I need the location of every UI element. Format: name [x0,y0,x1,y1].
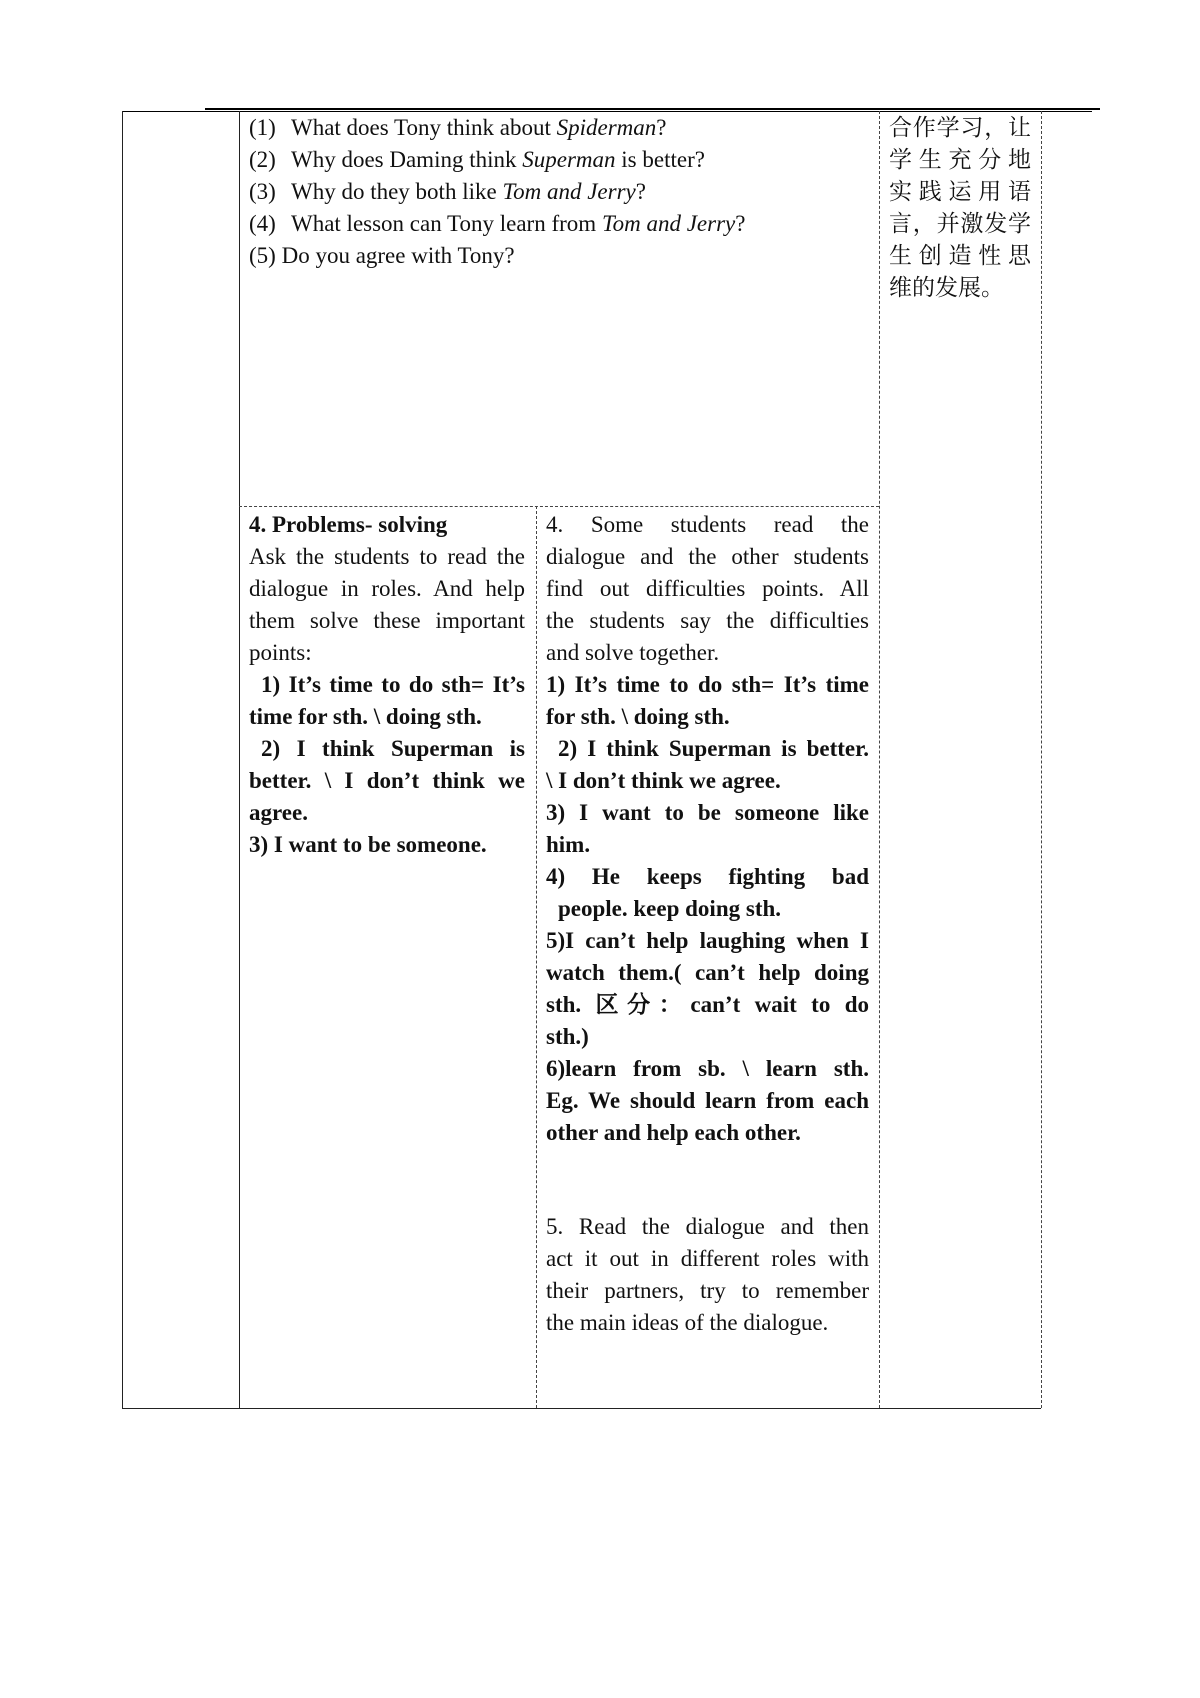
text-line: for sth. \ doing sth. [546,704,730,729]
text-line: dialogue and the other students [546,544,869,569]
teacher-activity [249,509,525,861]
text-line: Eg. We should learn from each [546,1088,869,1113]
column-divider-1 [239,111,240,1408]
teacher-intro [249,541,525,669]
text-line: 1) It’s time to do sth= It’s time [546,672,869,697]
text-line: act it out in different roles with [546,1246,869,1271]
question-title: Tom and Jerry [601,211,736,236]
text-line: 5)I can’t help laughing when I [546,928,869,953]
question-text: What lesson can Tony learn from [291,211,602,236]
text-line: him. [546,832,591,857]
student-intro [546,509,869,669]
text-line: 2) I think Superman is [261,736,525,761]
question-line [249,176,869,208]
question-line [249,112,869,144]
question-number: (3) [249,179,276,204]
text-line: 3) I want to be someone like [546,800,869,825]
question-number: (5) [249,243,282,268]
question-text: What does Tony think about [291,115,557,140]
table-right-border [1041,111,1042,1408]
text-line: the students say the difficulties [546,608,869,633]
question-text-end: ? [656,115,667,140]
question-text-end: ? [735,211,746,236]
text-line: the main ideas of the dialogue. [546,1310,829,1335]
question-line [249,208,869,240]
text-line: 1) It’s time to do sth= It’s [261,672,525,697]
question-number: (1) [249,115,276,140]
question-line [249,144,869,176]
question-title: Tom and Jerry [502,179,636,204]
question-text: Do you agree with Tony? [281,243,515,268]
text-line: Ask the students to read the [249,544,525,569]
text-line: their partners, try to remember [546,1278,869,1303]
text-line: 2) I think Superman is better. [558,736,869,761]
purpose-line: 合作学习，让 [889,115,1031,141]
table-bottom-border [122,1408,1041,1409]
question-title: Superman [522,147,616,172]
student-practice [546,1211,869,1339]
text-line: time for sth. \ doing sth. [249,704,482,729]
purpose-line: 生创造性思 [889,243,1031,269]
purpose-line: 学生充分地 [889,147,1031,173]
teacher-points [249,669,525,861]
purpose-line: 维的发展。 [889,275,1004,301]
text-line: 5. Read the dialogue and then [546,1214,869,1239]
question-text-end: is better? [615,147,705,172]
student-points [546,669,869,1149]
row-divider [239,506,879,507]
discussion-questions [249,112,869,272]
text-line: \ I don’t think we agree. [546,768,781,793]
text-line: and solve together. [546,640,720,665]
text-line: 3) I want to be someone. [249,832,487,857]
question-text: Why do they both like [291,179,503,204]
question-number: (4) [249,211,276,236]
text-line: them solve these important [249,608,525,633]
text-line: other and help each other. [546,1120,801,1145]
text-line: dialogue in roles. And help [249,576,525,601]
question-text-end: ? [635,179,646,204]
question-text: Why does Daming think [291,147,523,172]
text-line: find out difficulties points. All [546,576,869,601]
text-line: 4) He keeps fighting bad [546,864,869,889]
text-line: 6)learn from sb. \ learn sth. [546,1056,869,1081]
text-line: points: [249,640,312,665]
question-line [249,240,869,272]
table-left-border [122,111,123,1408]
text-line: agree. [249,800,308,825]
purpose-line: 实践运用语 [889,179,1031,205]
teaching-purpose [889,112,1031,304]
teacher-heading: 4. Problems- solving [249,512,448,537]
student-activity [546,509,869,1339]
text-line: sth.) [546,1024,589,1049]
header-rule [205,108,1100,110]
text-line: people. keep doing sth. [558,896,782,921]
text-line: 4. Some students read the [546,512,869,537]
question-title: Spiderman [556,115,657,140]
text-line: better. \ I don’t think we [249,768,525,793]
text-line: watch them.( can’t help doing [546,960,869,985]
column-divider-2 [536,506,537,1408]
question-number: (2) [249,147,276,172]
purpose-line: 言，并激发学 [889,211,1031,237]
column-divider-3 [879,111,880,1408]
text-line: sth. 区分：can’t wait to do [546,992,869,1017]
